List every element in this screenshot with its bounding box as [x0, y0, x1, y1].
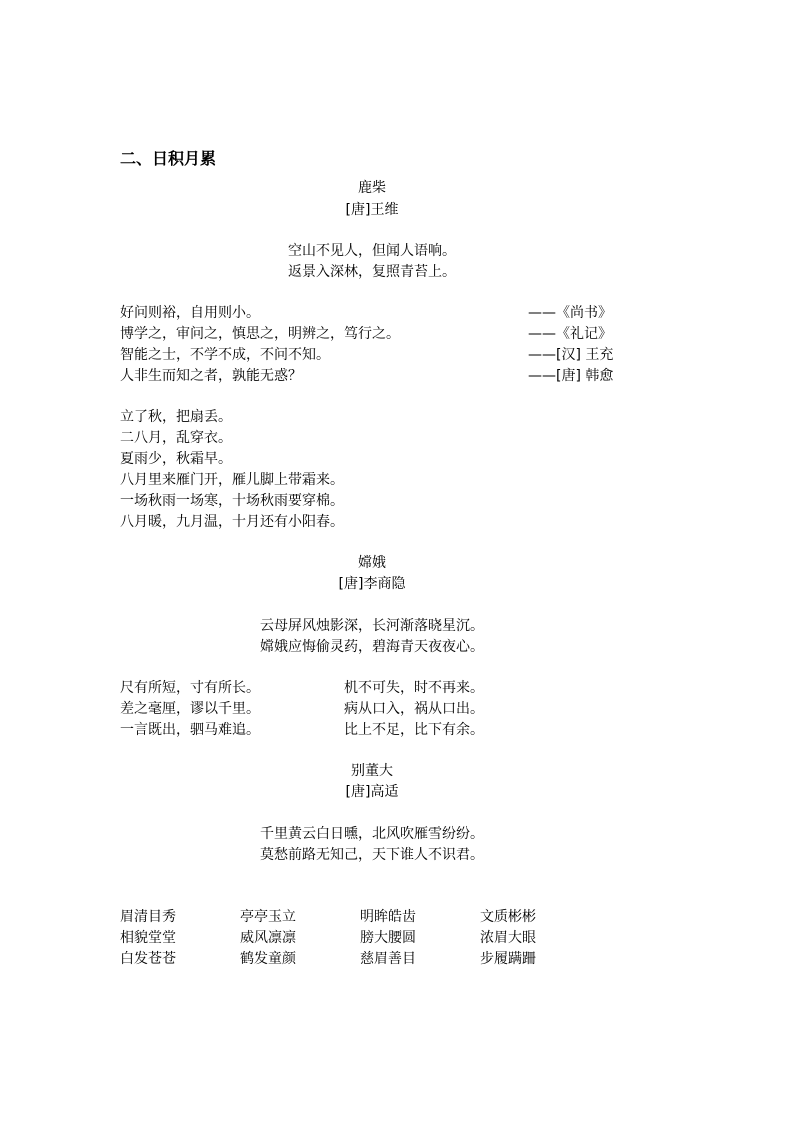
quote-text: 博学之，审问之，慎思之，明辨之，笃行之。 — [120, 326, 400, 342]
saying: 一场秋雨一场寒，十场秋雨要穿棉。 — [120, 493, 344, 509]
proverb: 差之毫厘，谬以千里。 — [120, 701, 260, 717]
poem-line: 千里黄云白日曛，北风吹雁雪纷纷。 — [260, 826, 484, 842]
proverb: 一言既出，驷马难追。 — [120, 722, 260, 738]
poem-line: 空山不见人，但闻人语响。 — [288, 243, 456, 259]
poem-line: 莫愁前路无知己，天下谁人不识君。 — [260, 847, 484, 863]
idiom: 步履蹒跚 — [480, 951, 536, 967]
idiom: 相貌堂堂 — [120, 930, 176, 946]
idiom: 亭亭玉立 — [240, 909, 296, 925]
poem-line: 嫦娥应悔偷灵药，碧海青天夜夜心。 — [260, 639, 484, 655]
idiom: 白发苍苍 — [120, 951, 176, 967]
poem-title: 别董大 — [351, 763, 393, 779]
saying: 八月里来雁门开，雁儿脚上带霜来。 — [120, 472, 344, 488]
idiom: 眉清目秀 — [120, 909, 176, 925]
idiom: 文质彬彬 — [480, 909, 536, 925]
proverb: 比上不足，比下有余。 — [344, 722, 484, 738]
saying: 夏雨少，秋霜早。 — [120, 451, 232, 467]
poem-author: [唐]王维 — [345, 202, 399, 218]
quote-text: 好问则裕，自用则小。 — [120, 305, 260, 321]
quote-source: ——《礼记》 — [528, 326, 612, 342]
quote-text: 人非生而知之者，孰能无惑？ — [120, 368, 302, 384]
quote-source: ——[唐] 韩愈 — [528, 368, 614, 384]
poem-title: 嫦娥 — [358, 555, 386, 571]
idiom: 鹤发童颜 — [240, 951, 296, 967]
poem-line: 返景入深林，复照青苔上。 — [288, 264, 456, 280]
quote-source: ——《尚书》 — [528, 305, 612, 321]
saying: 八月暖，九月温，十月还有小阳春。 — [120, 514, 344, 530]
proverb: 病从口入，祸从口出。 — [344, 701, 484, 717]
poem-line: 云母屏风烛影深，长河渐落晓星沉。 — [260, 618, 484, 634]
proverb: 机不可失，时不再来。 — [344, 680, 484, 696]
poem-author: [唐]李商隐 — [338, 576, 406, 592]
idiom: 膀大腰圆 — [360, 930, 416, 946]
saying: 立了秋，把扇丢。 — [120, 409, 232, 425]
idiom: 慈眉善目 — [360, 951, 416, 967]
quote-source: ——[汉] 王充 — [528, 347, 614, 363]
quote-text: 智能之士，不学不成，不问不知。 — [120, 347, 330, 363]
saying: 二八月，乱穿衣。 — [120, 430, 232, 446]
poem-title: 鹿柴 — [358, 180, 386, 196]
idiom: 威风凛凛 — [240, 930, 296, 946]
section-heading: 二、日积月累 — [120, 149, 217, 168]
idiom: 明眸皓齿 — [360, 909, 416, 925]
idiom: 浓眉大眼 — [480, 930, 536, 946]
proverb: 尺有所短，寸有所长。 — [120, 680, 260, 696]
poem-author: [唐]高适 — [345, 784, 399, 800]
